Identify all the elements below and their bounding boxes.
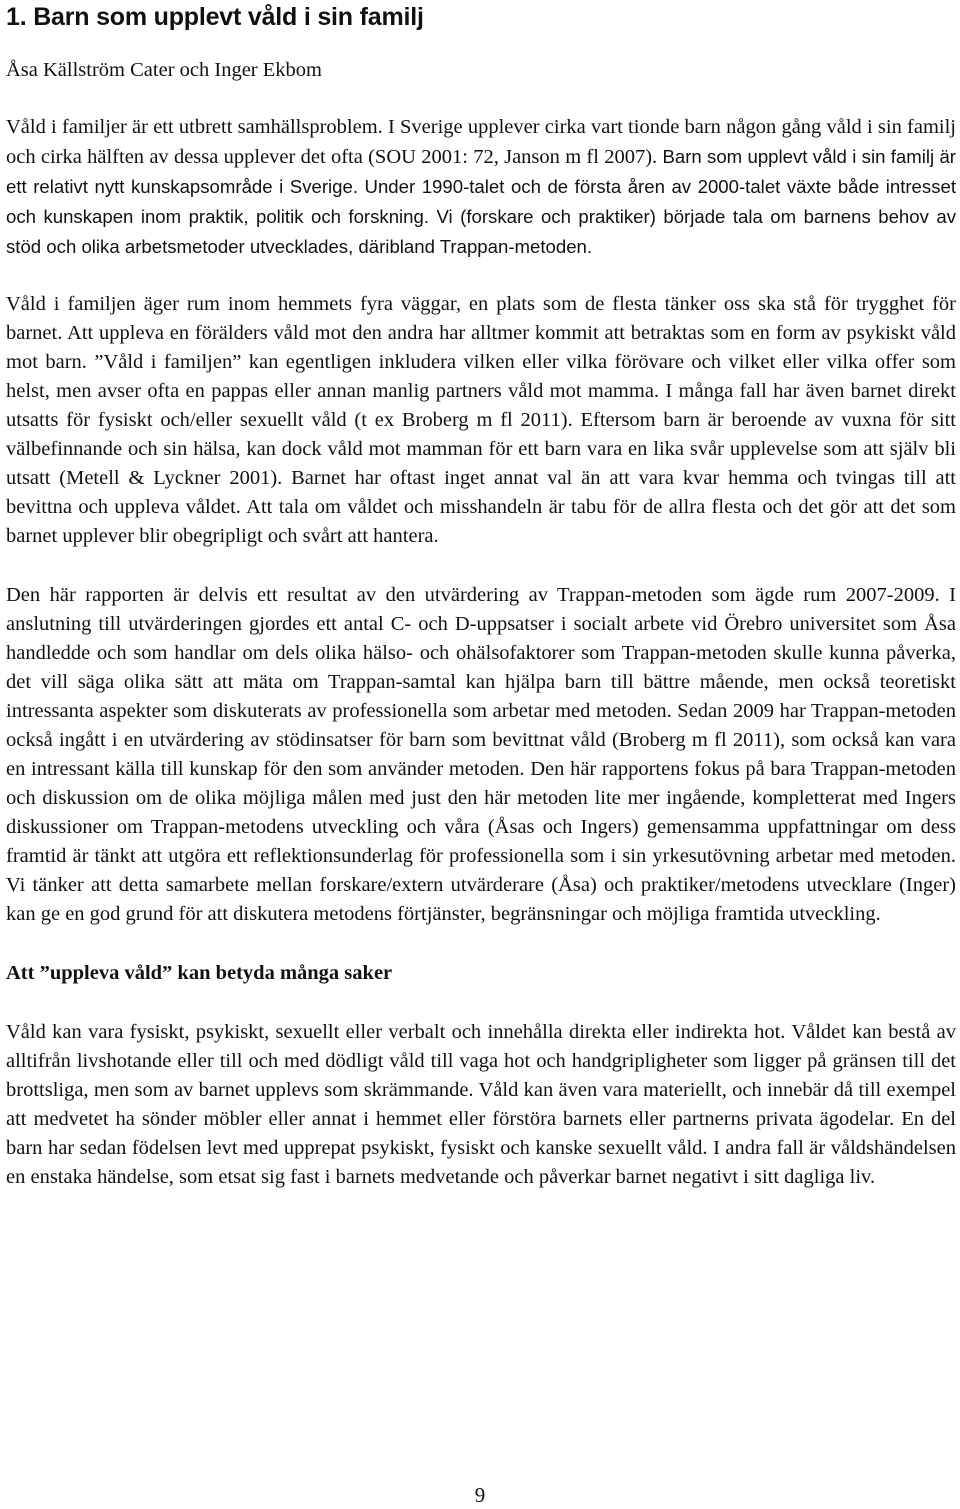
paragraph-intro-sans: Barn som upplevt våld i sin familj är ett relativt nytt kunskapsområde i Sverige. Under 1990-talet och de första åren av 2000-talet växte både intresset och kunskapen inom praktik, politik och forskning. Vi (forskare och praktiker) började tala om barnens behov av stöd och olika arbetsmetoder utvecklades, däribland Trappan-metoden. [6,146,956,257]
paragraph-intro [6,113,956,262]
document-page [6,0,956,1192]
chapter-title: 1. Barn som upplevt våld i sin familj [6,3,424,31]
chapter-authors: Åsa Källström Cater och Inger Ekbom [6,59,322,81]
paragraph-violence-in-family: Våld i familjen äger rum inom hemmets fyra väggar, en plats som de flesta tänker oss ska stå för trygghet för barnet. Att uppleva en förälders våld mot den andra har alltmer kommit att betraktas som en form av psykiskt våld mot barn. ”Våld i familjen” kan egentligen inkludera vilken eller vilka förövare och vilket eller vilka offer som helst, men avser ofta en pappas eller annan manlig partners våld mot mamma. I många fall har även barnet direkt utsatts för fysiskt och/eller sexuellt våld (t ex Broberg m fl 2011). Eftersom barn är beroende av vuxna för sitt välbefinnande och sin hälsa, kan dock våld mot mamman för ett barn vara en lika svår upplevelse som att själv bli utsatt (Metell & Lyckner 2001). Barnet har oftast inget annat val än att vara kvar hemma och tvingas till att bevittna och uppleva våldet. Att tala om våldet och misshandeln är tabu för de allra flesta och det gör att det som barnet upplever blir obegripligt och svårt att hantera. [6,293,956,547]
page-number: 9 [474,1483,486,1507]
section-heading: Att ”uppleva våld” kan betyda många saker [6,962,393,984]
paragraph-intro-serif: Våld i familjer är ett utbrett samhällsproblem. I Sverige upplever cirka vart tionde barn någon gång våld i sin familj och cirka hälften av dessa upplever det ofta (SOU 2001: 72, Janson m fl 2007). [6,116,956,168]
paragraph-forms-of-violence: Våld kan vara fysiskt, psykiskt, sexuellt eller verbalt och innehålla direkta eller indirekta hot. Våldet kan bestå av alltifrån livshotande eller till och med dödligt våld till vaga hot och handgripligheter som ligger på gränsen till det brottsliga, men som av barnet upplevs som skrämmande. Våld kan även vara materiellt, och innebär då till exempel att medvetet ha sönder möbler eller annat i hemmet eller förstöra barnets eller partnerns privata ägodelar. En del barn har sedan födelsen levt med upprepat psykiskt, fysiskt och kanske sexuellt våld. I andra fall är våldshändelsen en enstaka händelse, som etsat sig fast i barnets medvetande och påverkar barnet negativt i sitt dagliga liv. [6,1021,956,1188]
paragraph-report-background: Den här rapporten är delvis ett resultat av den utvärdering av Trappan-metoden som ägde rum 2007-2009. I anslutning till utvärderingen gjordes ett antal C- och D-uppsatser i socialt arbete vid Örebro universitet som Åsa handledde och som handlar om dels olika hälso- och ohälsofaktorer som Trappan-metoden skulle kunna påverka, det vill säga olika sätt att mäta om Trappan-samtal kan hjälpa barn till bättre mående, men också teoretiskt intressanta aspekter som diskuterats av professionella som arbetar med metoden. Sedan 2009 har Trappan-metoden också ingått i en utvärdering av stödinsatser för barn som bevittnat våld (Broberg m fl 2011), som också kan vara en intressant källa till kunskap för den som använder metoden. Den här rapportens fokus på bara Trappan-metoden och diskussion om de olika möjliga målen med just den här metoden lite mer ingående, kompletterat med Ingers diskussioner om Trappan-metodens utveckling och våra (Åsas och Ingers) gemensamma uppfattningar om dess framtid är tänkt att utgöra ett reflektionsunderlag för professionella som i sin yrkesutövning arbetar med metoden. Vi tänker att detta samarbete mellan forskare/extern utvärderare (Åsa) och praktiker/metodens utvecklare (Inger) kan ge en god grund för att diskutera metodens förtjänster, begränsningar och möjliga framtida utveckling. [6,584,956,925]
